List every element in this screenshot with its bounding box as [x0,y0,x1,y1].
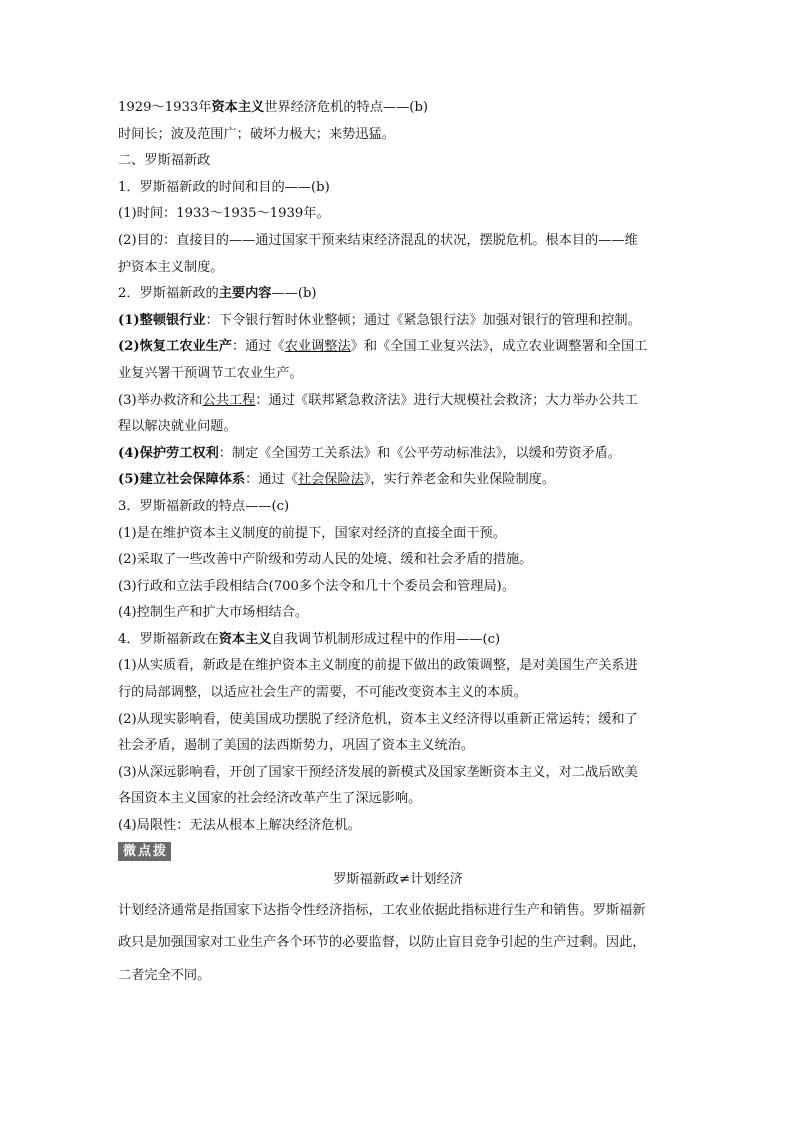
item-text: (3)举办救济和 [118,392,203,408]
item-bold: (4)保护劳工权利 [118,445,219,461]
tip-text-line1: 计划经济通常是指国家下达指令性经济指标，工农业依据此指标进行生产和销售。罗斯福新 [118,902,646,918]
tip-text-line3: 二者完全不同。 [118,967,211,983]
item-text: ：通过《 [245,472,298,488]
role-item-4: (4)局限性：无法从根本上解决经济危机。 [118,818,361,834]
heading-suffix: ——(b) [271,286,317,302]
role-item-1-line2: 行的局部调整，以适应社会生产的需要，不可能改变资本主义的本质。 [118,685,527,701]
role-item-1-line1: (1)从实质看，新政是在维护资本主义制度的前提下做出的政策调整，是对美国生产关系进 [118,658,638,674]
item-text: 》和《全国工业复兴法》，成立农业调整署和全国工 [350,339,648,355]
content-item-3-line2: 程以解决就业问题。 [118,419,237,435]
role-item-2-line2: 社会矛盾，遏制了美国的法西斯势力，巩固了资本主义统治。 [118,738,475,754]
item-bold: (2)恢复工农业生产 [118,339,232,355]
document-body [118,95,678,990]
underlined-term: 社会保险法 [297,472,364,488]
heading-suffix: 自我调节机制形成过程中的作用——(c) [271,631,501,647]
item-text: ：下令银行暂时休业整顿；通过《紧急银行法》加强对银行的管理和控制。 [205,312,641,328]
purpose-item-line1: (2)目的：直接目的——通过国家干预来结束经济混乱的状况，摆脱危机。根本目的——维 [118,232,638,248]
subsection-3-heading: 3．罗斯福新政的特点——(c) [118,498,290,514]
heading-text: 2．罗斯福新政的 [118,286,219,302]
crisis-heading-years: 1929～1933年 [118,100,212,115]
heading-bold: 资本主义 [218,631,272,647]
role-item-3-line1: (3)从深远影响看，开创了国家干预经济发展的新模式及国家垄断资本主义，对二战后欧美 [118,764,638,780]
item-text: ：通过《联邦紧急救济法》进行大规模社会救济；大力举办公共工 [255,392,638,408]
subsection-4-heading [118,627,678,654]
item-text: 》，实行养老金和失业保险制度。 [363,472,556,488]
subsection-2-heading [118,281,678,308]
content-item-3-line1 [118,388,678,415]
tip-text-line2: 政只是加强国家对工业生产各个环节的必要监督，以防止盲目竞争引起的生产过剩。因此， [118,935,646,951]
feature-item-1: (1)是在维护资本主义制度的前提下，国家对经济的直接全面干预。 [118,525,506,541]
content-item-2-line2: 业复兴署干预调节工农业生产。 [118,365,303,381]
tip-badge: 微点拨 [118,842,171,861]
item-text: ：制定《全国劳工关系法》和《公平劳动标准法》，以缓和劳资矛盾。 [218,445,621,461]
crisis-heading-rest: 世界经济危机的特点——(b) [264,100,429,115]
content-item-1 [118,308,678,335]
feature-item-4: (4)控制生产和扩大市场相结合。 [118,605,309,621]
content-item-4 [118,441,678,468]
content-item-2-line1 [118,334,678,361]
heading-bold: 主要内容 [218,286,272,302]
crisis-traits: 时间长；波及范围广；破坏力极大；来势迅猛。 [118,126,395,142]
underlined-term: 公共工程 [202,392,256,408]
heading-text: 4．罗斯福新政在 [118,631,219,647]
role-item-3-line2: 各国资本主义国家的社会经济改革产生了深远影响。 [118,791,422,807]
time-item: (1)时间：1933～1935～1939年。 [118,206,330,222]
item-text: ：通过《 [231,339,285,355]
underlined-term: 农业调整法 [284,339,351,355]
feature-item-3: (3)行政和立法手段相结合(700多个法令和几十个委员会和管理局)。 [118,578,516,594]
item-bold: (5)建立社会保障体系 [118,472,246,488]
subsection-1-heading: 1．罗斯福新政的时间和目的——(b) [118,179,330,195]
crisis-heading [118,95,678,122]
role-item-2-line1: (2)从现实影响看，使美国成功摆脱了经济危机，资本主义经济得以重新正常运转；缓和了 [118,711,638,727]
tip-title: 罗斯福新政≠计划经济 [333,871,463,887]
content-item-5 [118,467,678,494]
item-bold: (1)整顿银行业 [118,312,206,328]
feature-item-2: (2)采取了一些改善中产阶级和劳动人民的处境、缓和社会矛盾的措施。 [118,552,533,568]
crisis-heading-bold: 资本主义 [211,100,265,115]
purpose-item-line2: 护资本主义制度。 [118,259,224,275]
section-title: 二、罗斯福新政 [118,153,211,169]
